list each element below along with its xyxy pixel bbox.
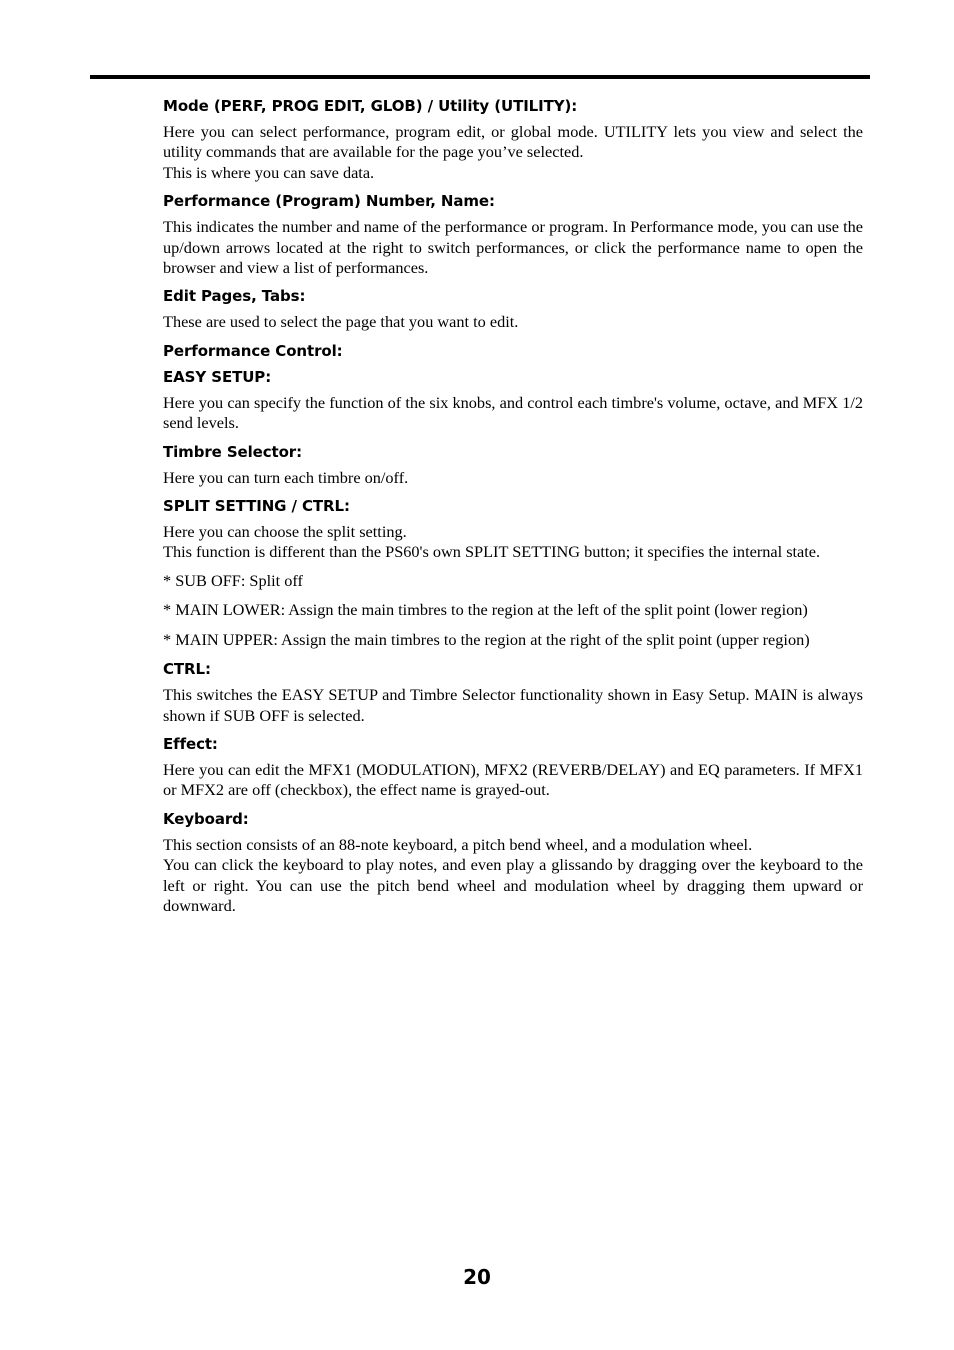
paragraph-line: This section consists of an 88-note keyboard, a pitch bend wheel, and a modulation wheel. (163, 834, 753, 854)
section-heading-performance-number: Performance (Program) Number, Name: (163, 192, 495, 211)
section-heading-performance-control: Performance Control: (163, 341, 343, 360)
section-body-timbre-selector (163, 468, 863, 488)
section-body-effect (163, 760, 863, 801)
paragraph-line: Here you can edit the MFX1 (MODULATION), MFX2 (REVERB/DELAY) and EQ parameters. If MFX1 or MFX2 are off (checkbox), the effect name is grayed-out. (163, 759, 863, 800)
paragraph-line: Here you can select performance, program edit, or global mode. UTILITY lets you view and select the utility commands that are available for the page you’ve selected. (163, 122, 863, 162)
section-heading-split-setting: SPLIT SETTING / CTRL: (163, 497, 350, 516)
section-body-mode (163, 122, 863, 183)
paragraph-line: Here you can choose the split setting. (163, 522, 407, 542)
paragraph-line: This switches the EASY SETUP and Timbre Selector functionality shown in Easy Setup. MAIN is always shown if SUB OFF is selected. (163, 685, 863, 725)
paragraph-line: This indicates the number and name of the performance or program. In Performance mode, you can use the up/down arrows located at the right to switch performances, or click the performance name to open the browser and view a list of performances. (163, 217, 863, 278)
section-heading-easy-setup: EASY SETUP: (163, 367, 272, 386)
section-body-keyboard (163, 835, 863, 917)
section-heading-keyboard: Keyboard: (163, 809, 249, 828)
list-item: * SUB OFF: Split off (163, 570, 303, 590)
paragraph-line: This is where you can save data. (163, 162, 375, 182)
page-number: 20 (463, 1265, 491, 1289)
paragraph-line: These are used to select the page that you want to edit. (163, 312, 519, 332)
section-body-edit-pages (163, 312, 863, 332)
paragraph-line: Here you can turn each timbre on/off. (163, 467, 409, 487)
section-heading-mode: Mode (PERF, PROG EDIT, GLOB) / Utility (UTILITY): (163, 97, 578, 115)
list-item: * MAIN UPPER: Assign the main timbres to the region at the right of the split point (upper region) (163, 629, 810, 649)
section-heading-effect: Effect: (163, 734, 218, 753)
section-body-ctrl (163, 685, 863, 726)
paragraph-line: Here you can specify the function of the six knobs, and control each timbre's volume, octave, and MFX 1/2 send levels. (163, 392, 863, 433)
section-body-split-setting (163, 522, 863, 563)
paragraph-line: You can click the keyboard to play notes, and even play a glissando by dragging over the keyboard to the left or right. You can use the pitch bend wheel and modulation wheel by dragging them upward or downward. (163, 855, 863, 915)
section-heading-timbre-selector: Timbre Selector: (163, 442, 302, 461)
section-body-performance-number (163, 217, 863, 278)
top-rule (90, 75, 870, 79)
document-body (163, 96, 863, 924)
section-heading-ctrl: CTRL: (163, 660, 211, 679)
list-item: * MAIN LOWER: Assign the main timbres to the region at the left of the split point (lower region) (163, 600, 808, 620)
section-heading-edit-pages: Edit Pages, Tabs: (163, 287, 306, 306)
paragraph-line: This function is different than the PS60's own SPLIT SETTING button; it specifies the internal state. (163, 542, 821, 562)
section-body-easy-setup (163, 393, 863, 434)
